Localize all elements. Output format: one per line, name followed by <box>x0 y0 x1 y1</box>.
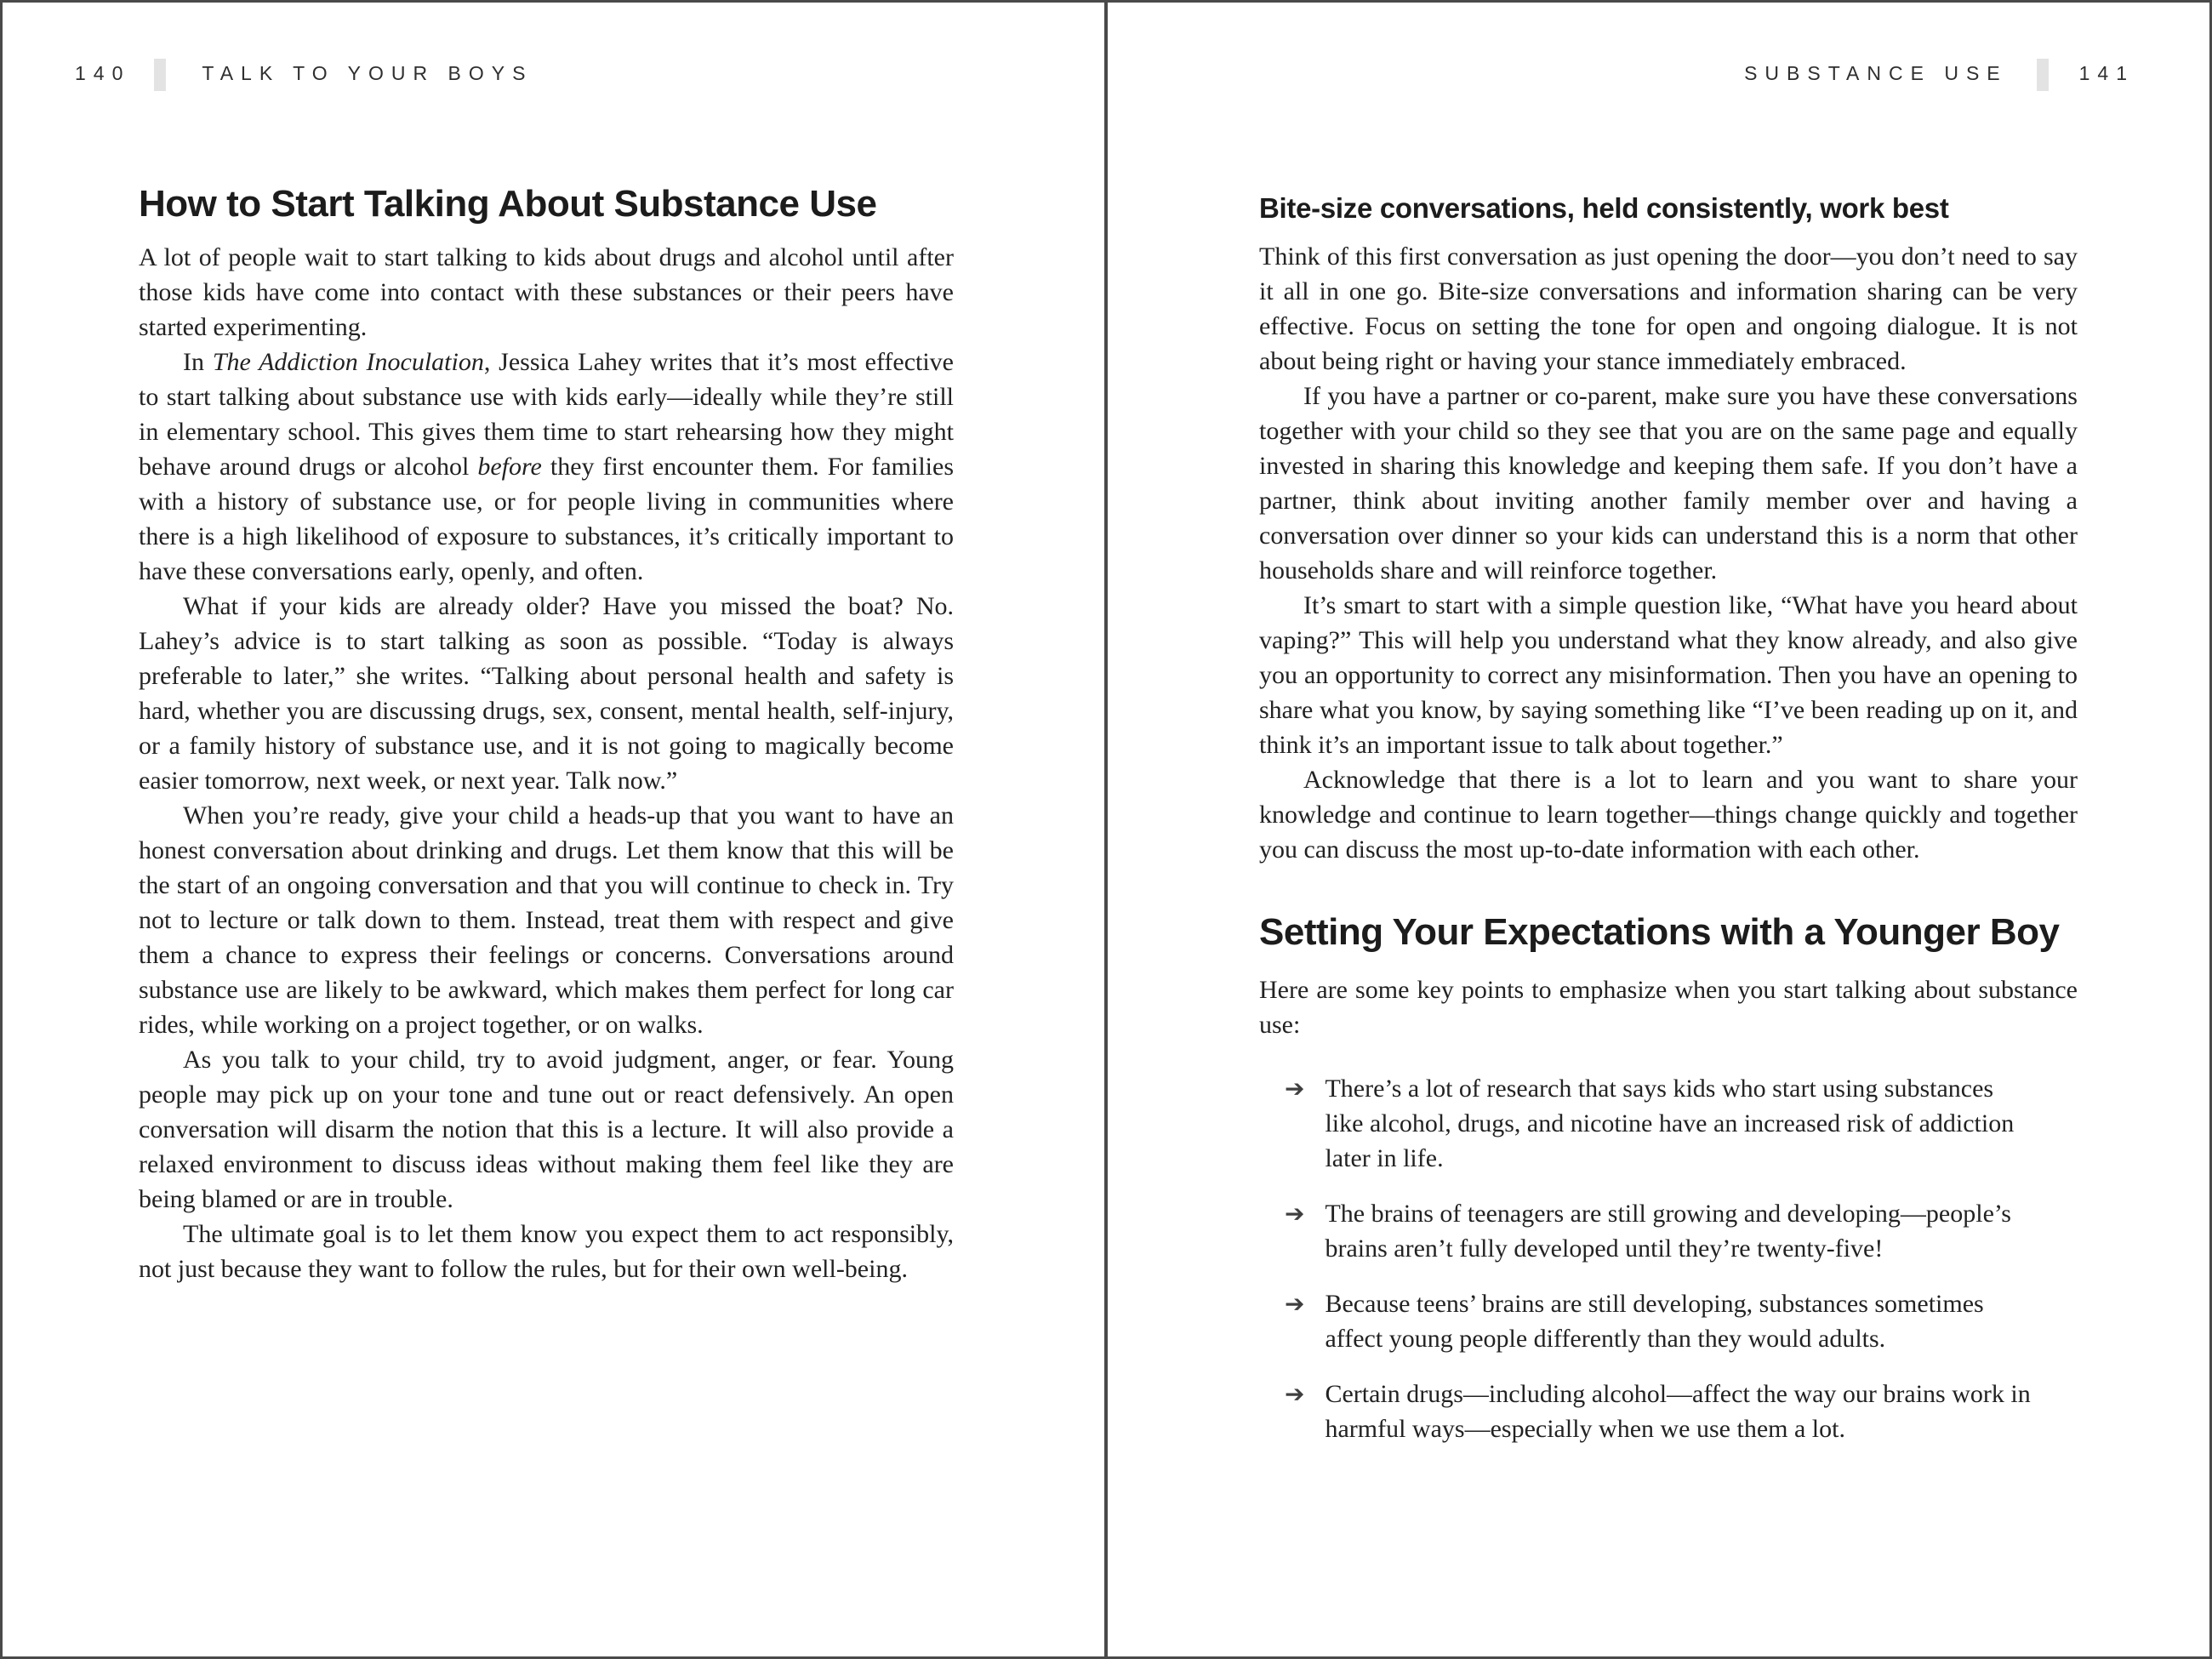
chapter-heading-left: How to Start Talking About Substance Use <box>139 183 877 225</box>
body-paragraph: The ultimate goal is to let them know you expect them to act responsibly, not just because they want to follow the rules, but for their own well-being. <box>139 1219 954 1283</box>
body-paragraph: In The Addiction Inoculation, Jessica Lahey writes that it’s most effective to start talking about substance use with kids early—ideally while they’re still in elementary school. This gives them time to start rehearsing how they might behave around drugs or alcohol before they first encounter them. For families with a history of substance use, or for people living in communities where there is a high likelihood of exposure to substances, it’s critically important to have these conversations early, openly, and often. <box>139 347 954 585</box>
body-text-right <box>1259 239 2078 867</box>
page-left <box>3 3 1106 1656</box>
bullet-text: The brains of teenagers are still growing and developing—people’s brains aren’t fully developed until they’re twenty-five! <box>1325 1200 2011 1263</box>
running-title-right: SUBSTANCE USE <box>1744 62 2008 84</box>
body-paragraph: A lot of people wait to start talking to kids about drugs and alcohol until after those kids have come into contact with these substances or their peers have started experimenting. <box>139 242 954 341</box>
bullet-list <box>1259 1071 2078 1446</box>
bullet-item <box>1285 1377 2033 1446</box>
page-number-left: 140 <box>75 62 131 84</box>
body-paragraph: Acknowledge that there is a lot to learn and you want to share your knowledge and continue to learn together—things change quickly and together you can discuss the most up-to-date information with each other. <box>1259 765 2078 864</box>
bullet-text: Certain drugs—including alcohol—affect the way our brains work in harmful ways—especially when we use them a lot. <box>1325 1380 2031 1444</box>
bullet-text: There’s a lot of research that says kids who start using substances like alcohol, drugs, and nicotine have an increased risk of addiction later in life. <box>1325 1075 2015 1173</box>
page-right <box>1106 3 2209 1656</box>
body-paragraph: Think of this first conversation as just opening the door—you don’t need to say it all in one go. Bite-size conversations and information sharing can be very effective. Focus on setting the tone for open and ongoing dialogue. It is not about being right or having your stance immediately embraced. <box>1259 242 2078 375</box>
body-paragraph: It’s smart to start with a simple question like, “What have you heard about vaping?” This will help you understand what they know already, and also give you an opportunity to correct any misinformation. Then you have an opening to share what you know, by saying something like “I’ve been reading up on it, and think it’s an important issue to talk about together.” <box>1259 590 2078 759</box>
bullet-item <box>1285 1196 2033 1266</box>
arrow-bullet-icon: ➔ <box>1285 1075 1305 1103</box>
body-paragraph: When you’re ready, give your child a heads-up that you want to have an honest conversation about drinking and drugs. Let them know that this will be the start of an ongoing conversation and that you will continue to check in. Try not to lecture or talk down to them. Instead, treat them with respect and give them a chance to express their feelings or concerns. Conversations around substance use are likely to be awkward, which makes them perfect for long car rides, while working on a project together, or on walks. <box>139 801 954 1039</box>
arrow-bullet-icon: ➔ <box>1285 1290 1305 1319</box>
arrow-bullet-icon: ➔ <box>1285 1380 1305 1409</box>
bullet-text: Because teens’ brains are still developing, substances sometimes affect young people differently than they would adults. <box>1325 1290 1984 1354</box>
body-paragraph: As you talk to your child, try to avoid judgment, anger, or fear. Young people may pick up on your tone and tune out or react defensively. An open conversation will disarm the notion that this is a lecture. It will also provide a relaxed environment to discuss ideas without making them feel like they are being blamed or are in trouble. <box>139 1045 954 1213</box>
body-paragraph: If you have a partner or co-parent, make sure you have these conversations together with your child so they see that you are on the same page and equally invested in sharing this knowledge and keeping them safe. If you don’t have a partner, think about inviting another family member over and having a conversation over dinner so your kids can understand this is a norm that other households share and will reinforce together. <box>1259 381 2078 584</box>
body-paragraph: What if your kids are already older? Have you missed the boat? No. Lahey’s advice is to start talking as soon as possible. “Today is always preferable to later,” she writes. “Talking about personal health and safety is hard, whether you are discussing drugs, sex, consent, mental health, self-injury, or a family history of substance use, and it is not going to magically become easier tomorrow, next week, or next year. Talk now.” <box>139 591 954 795</box>
page-content-left <box>139 3 954 1286</box>
page-content-right <box>1259 3 2078 1467</box>
subsection-heading: Bite-size conversations, held consistently, work best <box>1259 192 1949 224</box>
body-text-left <box>139 240 954 1286</box>
section-intro: Here are some key points to emphasize when you start talking about substance use: <box>1259 976 2078 1040</box>
arrow-bullet-icon: ➔ <box>1285 1200 1305 1229</box>
page-number-right: 141 <box>2078 62 2135 84</box>
chapter-heading-right: Setting Your Expectations with a Younger Boy <box>1259 910 2060 953</box>
running-title-left: TALK TO YOUR BOYS <box>202 62 533 84</box>
bullet-item <box>1285 1286 2033 1356</box>
bullet-item <box>1285 1071 2033 1176</box>
